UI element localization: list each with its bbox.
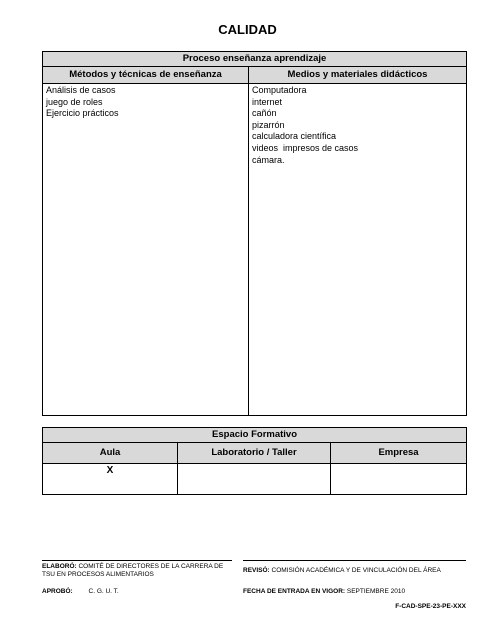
reviso-label: REVISÓ: — [243, 567, 270, 574]
fecha-value: SEPTIEMBRE 2010 — [346, 588, 406, 595]
material-item: internet — [252, 96, 283, 107]
teaching-process-table — [42, 51, 467, 416]
page-title: CALIDAD — [218, 22, 277, 37]
elaboro-block — [42, 560, 232, 579]
material-item: calculadora científica — [252, 131, 337, 142]
aprobo-label: APROBÓ: — [42, 588, 73, 595]
space-value-empresa — [331, 464, 467, 495]
material-item: pizarrón — [252, 119, 285, 130]
document-code: F-CAD-SPE-23-PE-XXX — [395, 603, 466, 610]
training-space-table — [42, 427, 467, 495]
method-item: Ejercicio prácticos — [46, 108, 119, 119]
elaboro-value: COMITÉ DE DIRECTORES DE LA CARRERA DE TSU EN PROCESOS ALIMENTARIOS — [42, 563, 224, 578]
process-table-header: Proceso enseñanza aprendizaje — [43, 52, 467, 67]
material-item: Computadora — [252, 85, 307, 95]
space-column-aula: Aula — [43, 443, 178, 464]
space-value-laboratorio — [178, 464, 331, 495]
space-table-header: Espacio Formativo — [43, 428, 467, 443]
material-item: cámara. — [252, 154, 285, 165]
aprobo-value: C. G. U. T. — [88, 588, 119, 595]
reviso-block — [243, 560, 466, 575]
method-item: Análisis de casos — [46, 85, 116, 95]
reviso-value: COMISIÓN ACADÉMICA Y DE VINCULACIÓN DEL ÁREA — [271, 567, 441, 574]
material-item: videos impresos de casos — [252, 142, 359, 153]
methods-cell — [43, 84, 249, 416]
elaboro-label: ELABORÓ: — [42, 563, 77, 570]
aprobo-block — [42, 588, 119, 595]
method-item: juego de roles — [46, 96, 103, 107]
space-column-empresa: Empresa — [331, 443, 467, 464]
material-item: cañón — [252, 108, 277, 119]
materials-cell — [249, 84, 467, 416]
fecha-block — [243, 588, 405, 595]
space-column-laboratorio: Laboratorio / Taller — [178, 443, 331, 464]
fecha-label: FECHA DE ENTRADA EN VIGOR: — [243, 588, 346, 595]
methods-column-header: Métodos y técnicas de enseñanza — [43, 67, 249, 84]
space-value-aula: X — [43, 464, 178, 495]
materials-column-header: Medios y materiales didácticos — [249, 67, 467, 84]
